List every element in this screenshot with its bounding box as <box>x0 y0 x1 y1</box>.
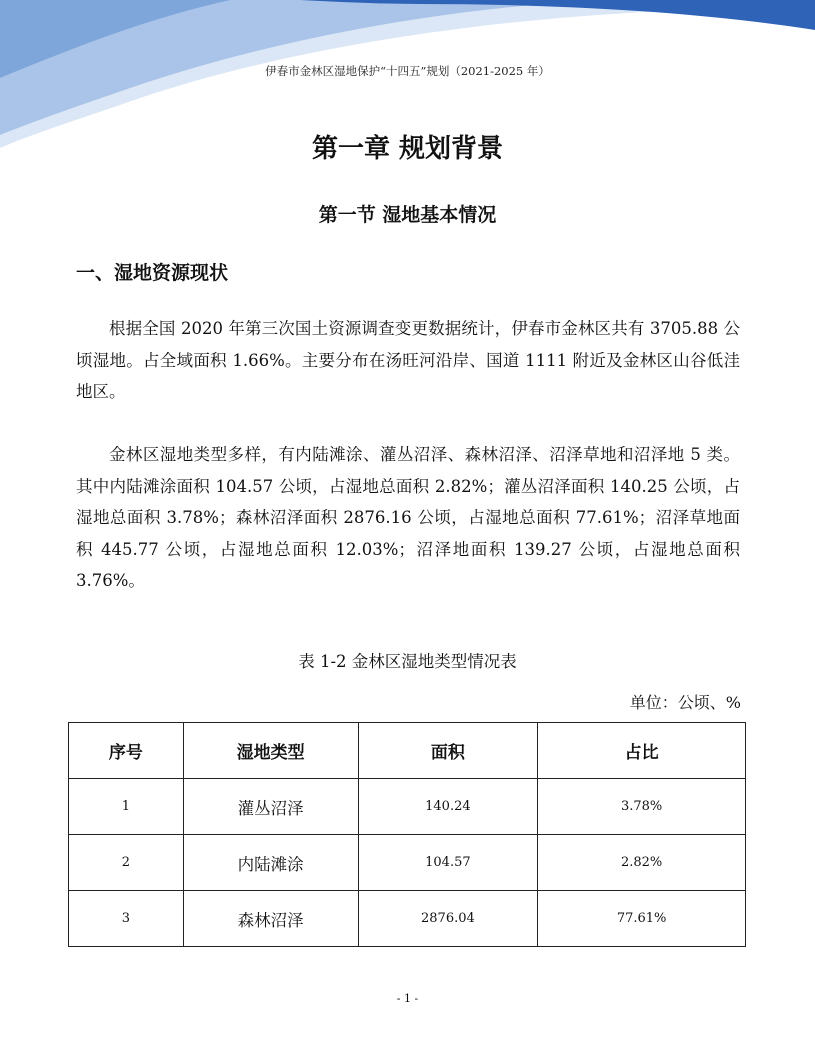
column-header-type: 湿地类型 <box>183 723 358 779</box>
table-row <box>69 835 746 891</box>
cell-index: 3 <box>69 891 184 947</box>
section-title: 第一节 湿地基本情况 <box>318 204 497 226</box>
cell-area: 104.57 <box>358 835 538 891</box>
cell-ratio: 3.78% <box>538 779 746 835</box>
cell-type: 内陆滩涂 <box>183 835 358 891</box>
cell-type: 灌丛沼泽 <box>183 779 358 835</box>
cell-index: 1 <box>69 779 184 835</box>
column-header-index: 序号 <box>69 723 184 779</box>
chapter-title: 第一章 规划背景 <box>311 134 504 164</box>
cell-area: 140.24 <box>358 779 538 835</box>
cell-type: 森林沼泽 <box>183 891 358 947</box>
table-unit-label: 单位：公顷、% <box>629 693 741 712</box>
subsection-title: 一、湿地资源现状 <box>76 262 229 284</box>
cell-ratio: 2.82% <box>538 835 746 891</box>
cell-area: 2876.04 <box>358 891 538 947</box>
cell-index: 2 <box>69 835 184 891</box>
cell-ratio: 77.61% <box>538 891 746 947</box>
table-row <box>69 779 746 835</box>
running-header: 伊春市金林区湿地保护“十四五”规划（2021-2025 年） <box>265 64 550 78</box>
table-header-row <box>69 723 746 779</box>
column-header-ratio: 占比 <box>538 723 746 779</box>
body-paragraph: 根据全国 2020 年第三次国土资源调查变更数据统计，伊春市金林区共有 3705.88 公顷湿地。占全域面积 1.66%。主要分布在汤旺河沿岸、国道 1111 附近及金林区山谷低洼地区。 <box>76 319 740 401</box>
table-row <box>69 891 746 947</box>
page-number: - 1 - <box>396 992 419 1005</box>
body-paragraph: 金林区湿地类型多样，有内陆滩涂、灌丛沼泽、森林沼泽、沼泽草地和沼泽地 5 类。其中内陆滩涂面积 104.57 公顷，占湿地总面积 2.82%；灌丛沼泽面积 140.25 公顷，占湿地总面积 3.78%；森林沼泽面积 2876.16 公顷，占湿地总面积 77.61%；沼泽草地面积 445.77 公顷，占湿地总面积 12.03%；沼泽地面积 139.27 公顷，占湿地总面积 3.76%。 <box>76 445 740 590</box>
table-caption: 表 1-2 金林区湿地类型情况表 <box>298 652 517 671</box>
wetland-type-table <box>68 722 746 947</box>
column-header-area: 面积 <box>358 723 538 779</box>
